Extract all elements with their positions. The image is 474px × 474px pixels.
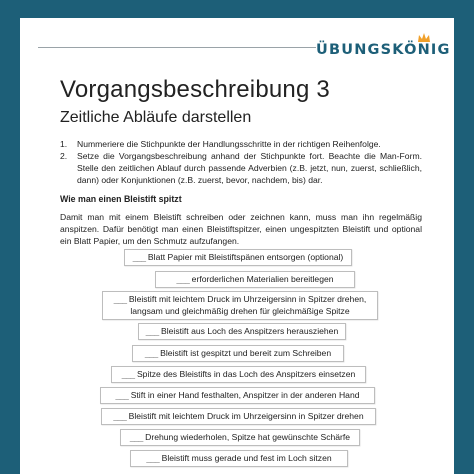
number-blank[interactable]: ___: [113, 294, 127, 304]
instruction-item: [60, 150, 422, 186]
step-text: Blatt Papier mit Bleistiftspänen entsorgen (optional): [147, 251, 344, 262]
instruction-text: Setze die Vorgangsbeschreibung anhand der Stichpunkte fort. Beachte die Man-Form. Stelle den zeitlichen Ablauf durch passende Adverbien (z.B. jetzt, nun, zuerst, schließlich, dann) oder Konjunktionen (z.B. zuerst, bevor, nachdem, bis) dar.: [77, 151, 422, 185]
number-blank[interactable]: ___: [176, 273, 190, 284]
instruction-number: 2.: [60, 151, 68, 161]
step-text: Bleistift mit leichtem Druck im Uhrzeigersinn in Spitzer drehen: [128, 410, 364, 421]
step-text: Bleistift ist gespitzt und bereit zum Schreiben: [160, 347, 332, 358]
number-blank[interactable]: ___: [129, 431, 143, 442]
instruction-item: [60, 138, 422, 150]
number-blank[interactable]: ___: [145, 325, 159, 336]
worksheet-page: [20, 18, 454, 474]
intro-paragraph: Damit man mit einem Bleistift schreiben oder zeichnen kann, muss man ihn regelmäßig anspitzen. Dafür benötigt man einen Bleistiftspitzer, einen ungespitzten Bleistift und optional ein Blatt Papier, um den Schmutz aufzufangen.: [60, 212, 422, 247]
brand-logo: ÜBUNGSKÖNIG: [316, 42, 451, 58]
number-blank[interactable]: ___: [121, 368, 135, 379]
number-blank[interactable]: ___: [132, 251, 146, 262]
page-subtitle: Zeitliche Abläufe darstellen: [60, 109, 252, 126]
step-text: Bleistift mit leichtem Druck im Uhrzeigersinn in Spitzer drehen, langsam und gleichmäßig drehen für gleichmäßige Spitze: [128, 294, 367, 316]
step-card[interactable]: [132, 345, 344, 362]
step-card[interactable]: [120, 429, 360, 446]
step-card[interactable]: [101, 408, 376, 425]
instructions-list: [60, 138, 422, 186]
section-heading: Wie man einen Bleistift spitzt: [60, 194, 182, 204]
step-text: Stift in einer Hand festhalten, Anspitzer in der anderen Hand: [130, 389, 360, 400]
step-card[interactable]: [102, 291, 378, 320]
step-card[interactable]: [130, 450, 348, 467]
step-text: Spitze des Bleistifts in das Loch des Anspitzers einsetzen: [136, 368, 356, 379]
step-card[interactable]: [100, 387, 375, 404]
instruction-text: Nummeriere die Stichpunkte der Handlungsschritte in der richtigen Reihenfolge.: [77, 139, 381, 149]
step-card[interactable]: [124, 249, 352, 266]
step-text: Bleistift aus Loch des Anspitzers herausziehen: [161, 325, 339, 336]
page-title: Vorgangsbeschreibung 3: [60, 76, 330, 103]
number-blank[interactable]: ___: [113, 410, 127, 421]
step-text: erforderlichen Materialien bereitlegen: [191, 273, 334, 284]
step-text: Drehung wiederholen, Spitze hat gewünschte Schärfe: [145, 431, 351, 442]
step-card[interactable]: [111, 366, 366, 383]
step-card[interactable]: [155, 271, 355, 288]
number-blank[interactable]: ___: [144, 347, 158, 358]
step-text: Bleistift muss gerade und fest im Loch sitzen: [161, 452, 332, 463]
number-blank[interactable]: ___: [146, 452, 160, 463]
step-card[interactable]: [138, 323, 346, 340]
header-rule: [38, 47, 316, 48]
number-blank[interactable]: ___: [115, 389, 129, 400]
instruction-number: 1.: [60, 139, 68, 149]
